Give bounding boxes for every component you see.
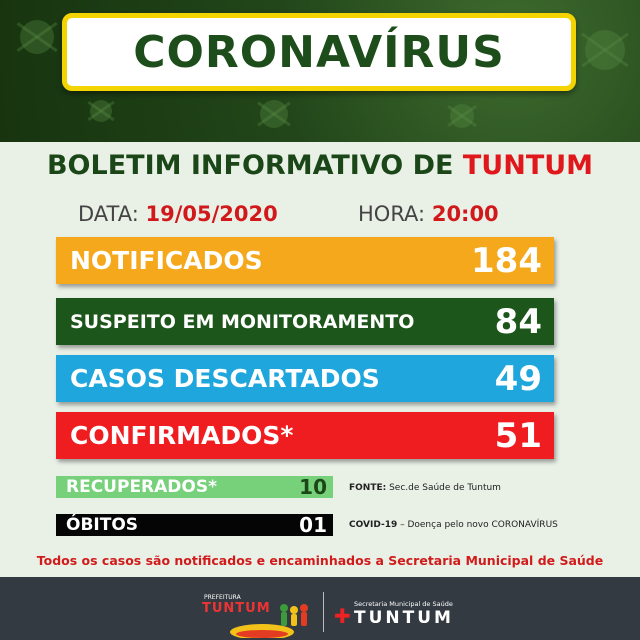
covid-label: COVID-19 (349, 520, 398, 530)
source-label: FONTE: (349, 483, 387, 493)
covid-note (349, 520, 558, 530)
suspeito-bar (56, 298, 554, 345)
descartados-label: CASOS DESCARTADOS (70, 364, 380, 393)
suspeito-value: 84 (494, 301, 542, 342)
secretaria-logo-name: TUNTUM (354, 608, 454, 628)
obitos-bar (56, 514, 333, 536)
confirmados-value: 51 (494, 415, 542, 456)
time-line (358, 202, 499, 226)
obitos-label: ÓBITOS (66, 515, 139, 535)
prefeitura-logo (202, 594, 322, 638)
recuperados-bar (56, 476, 333, 498)
prefeitura-logo-top: PREFEITURA (204, 594, 241, 601)
footer-notice: Todos os casos são notificados e encaminhados a Secretaria Municipal de Saúde (36, 553, 604, 568)
time-label: HORA: (358, 202, 426, 226)
date-label: DATA: (78, 202, 139, 226)
footer-divider (323, 592, 324, 632)
date-line (78, 202, 278, 226)
source-text: Sec.de Saúde de Tuntum (386, 483, 501, 493)
time-value: 20:00 (431, 202, 499, 226)
covid-text: – Doença pelo novo CORONAVÍRUS (397, 520, 558, 530)
descartados-value: 49 (494, 358, 542, 399)
page-title: CORONAVÍRUS (133, 26, 505, 78)
confirmados-bar (56, 412, 554, 459)
bulletin-heading-main: BOLETIM INFORMATIVO DE (46, 150, 463, 181)
virus-decoration-icon (450, 104, 474, 128)
recuperados-value: 10 (299, 475, 327, 499)
descartados-bar (56, 355, 554, 402)
suspeito-label: SUSPEITO EM MONITORAMENTO (70, 310, 415, 333)
title-box (62, 13, 576, 91)
virus-decoration-icon (260, 100, 288, 128)
notificados-value: 184 (471, 240, 542, 281)
health-cross-icon: ✚ (334, 604, 351, 628)
bulletin-heading (0, 150, 640, 181)
notificados-label: NOTIFICADOS (70, 246, 263, 275)
people-logo-icon (202, 594, 322, 638)
notificados-bar (56, 237, 554, 284)
virus-decoration-icon (20, 20, 54, 54)
date-value: 19/05/2020 (145, 202, 278, 226)
prefeitura-logo-name: TUNTUM (202, 601, 271, 616)
source-note (349, 483, 501, 493)
confirmados-label: CONFIRMADOS* (70, 421, 294, 450)
bulletin-heading-city: TUNTUM (462, 150, 594, 181)
recuperados-label: RECUPERADOS* (66, 477, 217, 497)
virus-decoration-icon (90, 100, 112, 122)
obitos-value: 01 (299, 513, 327, 537)
virus-decoration-icon (585, 30, 625, 70)
secretaria-logo-top: Secretaria Municipal de Saúde (354, 600, 453, 608)
